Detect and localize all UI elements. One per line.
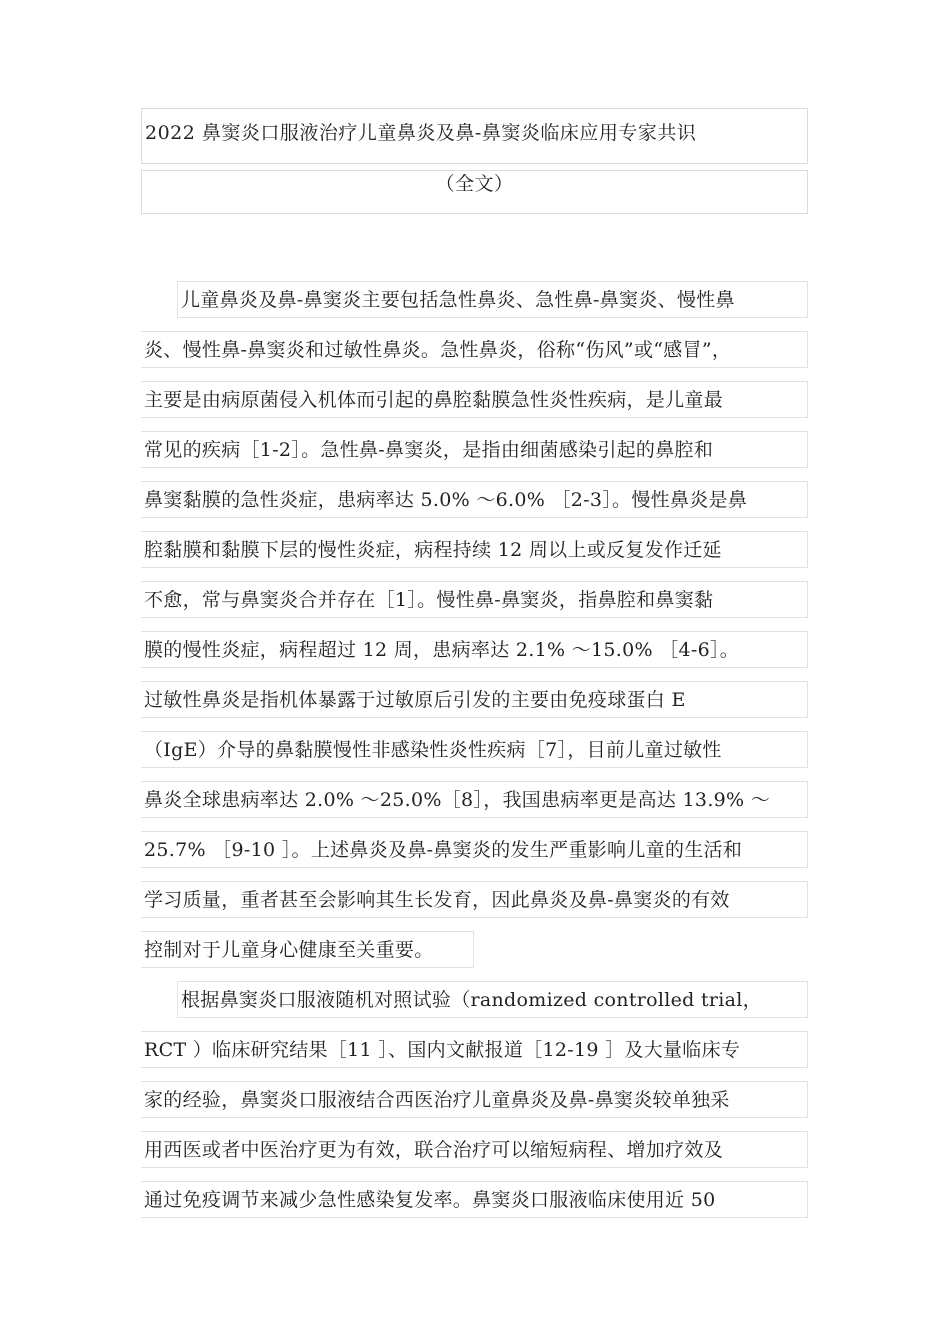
paragraph-line: 常见的疾病［1-2］。急性鼻-鼻窦炎，是指由细菌感染引起的鼻腔和 <box>141 431 808 468</box>
paragraph-line: 控制对于儿童身心健康至关重要。 <box>141 931 474 968</box>
paragraph-line: 通过免疫调节来减少急性感染复发率。鼻窦炎口服液临床使用近 50 <box>141 1181 808 1218</box>
document-title: 2022 鼻窦炎口服液治疗儿童鼻炎及鼻-鼻窦炎临床应用专家共识 <box>141 108 808 164</box>
paragraph-line: （IgE）介导的鼻黏膜慢性非感染性炎性疾病［7］，目前儿童过敏性 <box>141 731 808 768</box>
paragraph-line: 儿童鼻炎及鼻-鼻窦炎主要包括急性鼻炎、急性鼻-鼻窦炎、慢性鼻 <box>177 281 808 318</box>
document-subtitle: （全文） <box>141 170 808 214</box>
paragraph-line: 根据鼻窦炎口服液随机对照试验（randomized controlled trial， <box>177 981 808 1018</box>
paragraph-line: 腔黏膜和黏膜下层的慢性炎症，病程持续 12 周以上或反复发作迁延 <box>141 531 808 568</box>
paragraph-line: 膜的慢性炎症，病程超过 12 周，患病率达 2.1% ～15.0% ［4-6］。 <box>141 631 808 668</box>
paragraph-line: 学习质量，重者甚至会影响其生长发育，因此鼻炎及鼻-鼻窦炎的有效 <box>141 881 808 918</box>
paragraph-line: 家的经验，鼻窦炎口服液结合西医治疗儿童鼻炎及鼻-鼻窦炎较单独采 <box>141 1081 808 1118</box>
paragraph-line: 25.7% ［9-10 ］。上述鼻炎及鼻-鼻窦炎的发生严重影响儿童的生活和 <box>141 831 808 868</box>
paragraph-line: 用西医或者中医治疗更为有效，联合治疗可以缩短病程、增加疗效及 <box>141 1131 808 1168</box>
paragraph-line: 过敏性鼻炎是指机体暴露于过敏原后引发的主要由免疫球蛋白 E <box>141 681 808 718</box>
paragraph-line: 炎、慢性鼻-鼻窦炎和过敏性鼻炎。急性鼻炎，俗称“伤风”或“感冒”， <box>141 331 808 368</box>
paragraph-line: RCT ）临床研究结果［11 ］、国内文献报道［12-19 ］及大量临床专 <box>141 1031 808 1068</box>
paragraph-line: 不愈，常与鼻窦炎合并存在［1］。慢性鼻-鼻窦炎，指鼻腔和鼻窦黏 <box>141 581 808 618</box>
paragraph-line: 鼻炎全球患病率达 2.0% ～25.0%［8］，我国患病率更是高达 13.9% ～ <box>141 781 808 818</box>
paragraph-line: 主要是由病原菌侵入机体而引起的鼻腔黏膜急性炎性疾病，是儿童最 <box>141 381 808 418</box>
paragraph-line: 鼻窦黏膜的急性炎症，患病率达 5.0% ～6.0% ［2-3］。慢性鼻炎是鼻 <box>141 481 808 518</box>
